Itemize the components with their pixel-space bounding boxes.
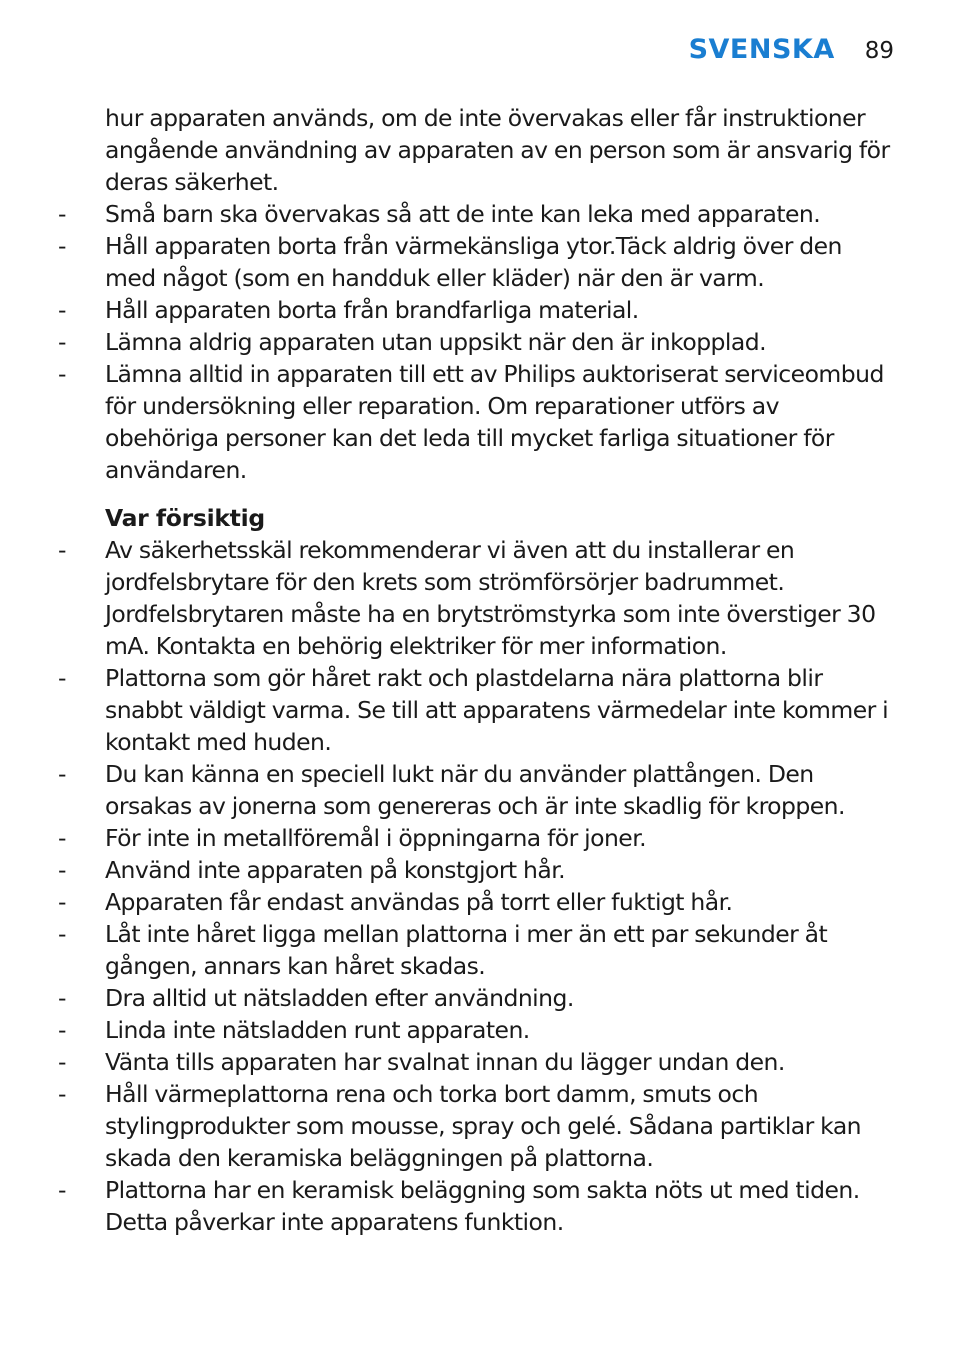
- section-heading: Var försiktig: [105, 504, 265, 532]
- safety-list: [0, 198, 954, 486]
- list-item: [0, 1014, 954, 1046]
- list-item: [0, 326, 954, 358]
- dash-bullet: -: [58, 360, 66, 388]
- dash-bullet: -: [58, 760, 66, 788]
- list-item: [0, 534, 954, 662]
- dash-bullet: -: [58, 232, 66, 260]
- list-item: [0, 758, 954, 822]
- dash-bullet: -: [58, 664, 66, 692]
- dash-bullet: -: [58, 200, 66, 228]
- language-title: SVENSKA: [688, 34, 835, 65]
- dash-bullet: -: [58, 856, 66, 884]
- list-item-text: Plattorna har en keramisk beläggning som sakta nöts ut med tiden. Detta påverkar inte apparatens funktion.: [105, 1176, 860, 1236]
- intro-paragraph: hur apparaten används, om de inte övervakas eller får instruktioner angående användning av apparaten av en person som är ansvarig för deras säkerhet.: [105, 104, 890, 196]
- list-item: [0, 886, 954, 918]
- list-item-text: Använd inte apparaten på konstgjort hår.: [105, 856, 566, 884]
- dash-bullet: -: [58, 536, 66, 564]
- list-item: [0, 662, 954, 758]
- list-item: [0, 294, 954, 326]
- list-item-text: Vänta tills apparaten har svalnat innan du lägger undan den.: [105, 1048, 785, 1076]
- list-item-text: Håll apparaten borta från värmekänsliga ytor.Täck aldrig över den med något (som en handduk eller kläder) när den är varm.: [105, 232, 842, 292]
- dash-bullet: -: [58, 1016, 66, 1044]
- list-item: [0, 854, 954, 886]
- list-item: [0, 198, 954, 230]
- dash-bullet: -: [58, 984, 66, 1012]
- dash-bullet: -: [58, 1048, 66, 1076]
- list-item: [0, 358, 954, 486]
- dash-bullet: -: [58, 1176, 66, 1204]
- page-number: 89: [864, 38, 894, 64]
- page-body: [0, 102, 954, 1238]
- list-item: [0, 918, 954, 982]
- list-item-text: Små barn ska övervakas så att de inte kan leka med apparaten.: [105, 200, 821, 228]
- list-item-text: För inte in metallföremål i öppningarna för joner.: [105, 824, 647, 852]
- dash-bullet: -: [58, 888, 66, 916]
- list-item: [0, 230, 954, 294]
- list-item-text: Dra alltid ut nätsladden efter användning.: [105, 984, 574, 1012]
- page-header: [689, 34, 894, 65]
- list-item: [0, 1078, 954, 1174]
- dash-bullet: -: [58, 328, 66, 356]
- list-item-text: Håll apparaten borta från brandfarliga material.: [105, 296, 639, 324]
- list-item: [0, 1174, 954, 1238]
- list-item-text: Lämna aldrig apparaten utan uppsikt när den är inkopplad.: [105, 328, 767, 356]
- list-item-text: Av säkerhetsskäl rekommenderar vi även att du installerar en jordfelsbrytare för den krets som strömförsörjer badrummet. Jordfelsbrytaren måste ha en brytströmstyrka som inte överstiger 30 mA. Kontakta en behörig elektriker för mer information.: [105, 536, 876, 660]
- list-item-text: Plattorna som gör håret rakt och plastdelarna nära plattorna blir snabbt väldigt varma. Se till att apparatens värmedelar inte kommer i kontakt med huden.: [105, 664, 889, 756]
- list-item-text: Lämna alltid in apparaten till ett av Philips auktoriserat serviceombud för undersökning eller reparation. Om reparationer utförs av obehöriga personer kan det leda till mycket farliga situationer för användaren.: [105, 360, 884, 484]
- dash-bullet: -: [58, 296, 66, 324]
- list-item-text: Du kan känna en speciell lukt när du använder plattången. Den orsakas av jonerna som genereras och är inte skadlig för kroppen.: [105, 760, 845, 820]
- list-item: [0, 822, 954, 854]
- dash-bullet: -: [58, 1080, 66, 1108]
- list-item-text: Håll värmeplattorna rena och torka bort damm, smuts och stylingprodukter som mousse, spray och gelé. Sådana partiklar kan skada den keramiska beläggningen på plattorna.: [105, 1080, 862, 1172]
- list-item: [0, 1046, 954, 1078]
- list-item-text: Apparaten får endast användas på torrt eller fuktigt hår.: [105, 888, 733, 916]
- caution-list: [0, 534, 954, 1238]
- list-item: [0, 982, 954, 1014]
- list-item-text: Låt inte håret ligga mellan plattorna i mer än ett par sekunder åt gången, annars kan håret skadas.: [105, 920, 828, 980]
- list-item-text: Linda inte nätsladden runt apparaten.: [105, 1016, 530, 1044]
- dash-bullet: -: [58, 824, 66, 852]
- dash-bullet: -: [58, 920, 66, 948]
